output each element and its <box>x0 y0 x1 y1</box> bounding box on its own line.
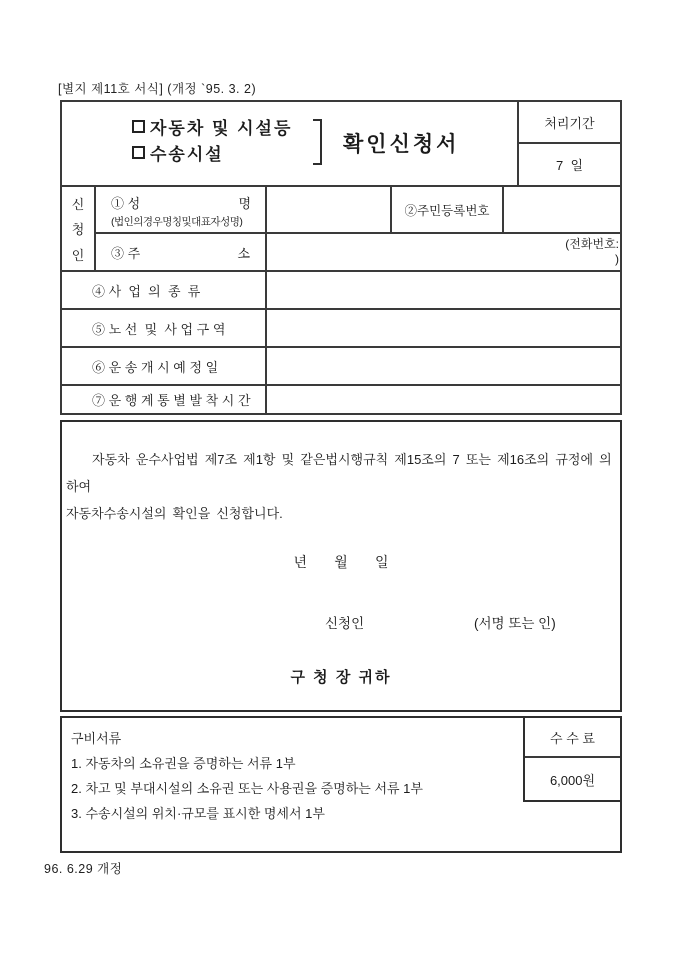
start-date-label: ⑥ 운 송 개 시 예 정 일 <box>92 359 219 375</box>
processing-period-value: 7 일 <box>555 158 583 173</box>
option-auto-facilities <box>132 113 292 139</box>
date-line: 년 월 일 <box>293 554 389 570</box>
processing-period-label: 처리기간 <box>544 115 595 131</box>
resident-no-input-cell[interactable] <box>504 187 620 232</box>
route-area-input-cell[interactable] <box>267 310 620 346</box>
fee-label: 수 수 료 <box>525 718 620 758</box>
phone-label-close: ) <box>615 252 619 266</box>
header-table <box>60 100 622 415</box>
address-input-cell[interactable] <box>267 234 620 270</box>
applicant-group-label: 신 청 인 <box>71 196 85 263</box>
transport-facility-checkbox[interactable] <box>132 146 145 159</box>
start-date-input-cell[interactable] <box>267 348 620 384</box>
business-type-input-cell[interactable] <box>267 272 620 308</box>
revision-note: 96. 6.29 개정 <box>44 862 123 876</box>
option-label: 수송시설 <box>150 144 224 164</box>
bracket-shape <box>313 119 322 165</box>
name-label: ① 성 <box>111 195 141 211</box>
resident-no-label: ②주민등록번호 <box>404 203 490 218</box>
name-label-cell <box>96 187 265 232</box>
business-type-label: ④ 사 업 의 종 류 <box>92 283 201 299</box>
attachment-item: 3. 수송시설의 위치·규모를 표시한 명세서 1부 <box>71 806 325 821</box>
schedule-input-cell[interactable] <box>267 386 620 413</box>
attachment-item: 2. 차고 및 부대시설의 소유권 또는 사용권을 증명하는 서류 1부 <box>71 781 423 796</box>
fee-table <box>523 716 622 802</box>
name-input-cell[interactable] <box>267 187 390 232</box>
border-line <box>60 413 622 415</box>
attachments-title: 구비서류 <box>71 731 122 746</box>
option-transport-facility <box>132 139 292 165</box>
signature-seal-label: (서명 또는 인) <box>474 616 556 631</box>
option-label: 자동차 및 시설등 <box>150 118 293 138</box>
address-label: ③ 주 <box>111 245 141 261</box>
address-label-cell <box>96 234 265 270</box>
attachments-section <box>60 716 622 853</box>
statement-line2: 자동차수송시설의 확인을 신청합니다. <box>66 506 283 521</box>
fee-value: 6,000원 <box>549 772 596 788</box>
route-area-label: ⑤ 노 선 및 사 업 구 역 <box>92 321 226 337</box>
form-title-options <box>132 113 292 165</box>
name-label-suffix: 명 <box>238 195 251 211</box>
attachment-item: 1. 자동차의 소유권을 증명하는 서류 1부 <box>71 756 296 771</box>
name-sublabel: (법인의경우명칭및대표자성명) <box>111 215 243 228</box>
phone-label: (전화번호: <box>565 237 619 251</box>
address-label-suffix: 소 <box>237 245 250 261</box>
statement-paragraph <box>66 446 617 527</box>
form-number-note: [별지 제11호 서식] (개정 `95. 3. 2) <box>58 82 257 96</box>
statement-line1: 자동차 운수사업법 제7조 제1항 및 같은법시행규칙 제15조의 7 또는 제16조의 규정에 의하여 <box>66 452 612 494</box>
border-line <box>620 100 622 415</box>
auto-facilities-checkbox[interactable] <box>132 120 145 133</box>
schedule-label: ⑦ 운 행 계 통 별 발 착 시 간 <box>92 393 251 408</box>
page-title: 확인신청서 <box>343 133 460 156</box>
signature-applicant-label: 신청인 <box>325 616 365 631</box>
statement-section <box>60 420 622 712</box>
addressee-label: 구 청 장 귀하 <box>290 669 392 686</box>
